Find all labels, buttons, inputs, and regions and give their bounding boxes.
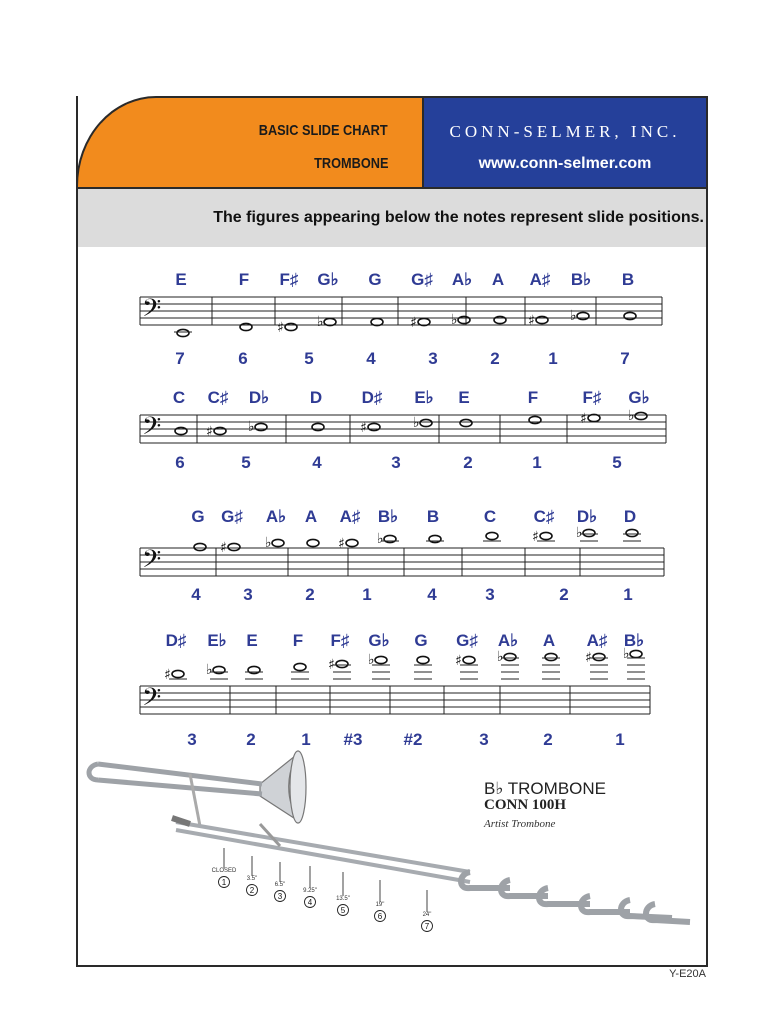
note-name: A♭ <box>451 270 473 289</box>
note-name: A♯ <box>586 631 608 650</box>
note-name: E <box>246 631 258 650</box>
bell-crook <box>89 764 98 780</box>
slide-position-number: #2 <box>403 730 423 749</box>
sharp-sign: ♯ <box>338 536 345 552</box>
flat-sign: ♭ <box>368 652 375 668</box>
note-name: C♯ <box>207 388 229 407</box>
note-name: G <box>368 270 382 289</box>
sharp-sign: ♯ <box>585 650 592 666</box>
slide-distance-label: 13.5" <box>336 896 350 902</box>
sharp-sign: ♯ <box>455 653 462 669</box>
slide-number: 2 <box>249 886 255 895</box>
note-name: D <box>623 507 637 526</box>
slide-position-number: 5 <box>304 349 314 368</box>
bell-brace <box>190 774 200 826</box>
note-name: D <box>309 388 323 407</box>
note-name: B♭ <box>570 270 592 289</box>
sharp-sign: ♯ <box>277 320 284 336</box>
slide-position-number: 6 <box>238 349 248 368</box>
flat-sign: ♭ <box>317 314 324 330</box>
bell-section-tube <box>98 764 262 794</box>
instrument-name: B♭ TROMBONE <box>484 779 606 798</box>
note-name: E <box>458 388 470 407</box>
slide-number: 4 <box>307 898 313 907</box>
sharp-sign: ♯ <box>410 315 417 331</box>
sharp-sign: ♯ <box>360 420 367 436</box>
slide-position-number: 4 <box>427 585 437 604</box>
slide-position-number: 2 <box>559 585 569 604</box>
slide-distance-label: 6.5" <box>274 882 286 888</box>
note-name: B <box>426 507 440 526</box>
slide-position-number: 5 <box>612 453 622 472</box>
flat-sign: ♭ <box>206 662 213 678</box>
instrument-type: Artist Trombone <box>484 818 556 830</box>
bass-clef: 𝄢 <box>142 294 162 329</box>
slide-number: 7 <box>424 922 430 931</box>
slide-position-number: 2 <box>463 453 473 472</box>
slide-position-number: 1 <box>623 585 633 604</box>
note-name: E♭ <box>414 388 434 407</box>
slide-number: 3 <box>277 892 283 901</box>
slide-position-number: 1 <box>548 349 558 368</box>
note-name: A♯ <box>339 507 361 526</box>
document-code: Y-E20A <box>669 968 706 980</box>
flat-sign: ♭ <box>623 646 630 662</box>
slide-distance-label: CLOSED <box>211 868 237 874</box>
flat-sign: ♭ <box>628 408 635 424</box>
note-name: G♭ <box>628 388 650 407</box>
slide-position-number: 5 <box>241 453 251 472</box>
flat-sign: ♭ <box>497 649 504 665</box>
slide-position-number: 1 <box>615 730 625 749</box>
slide-position-number: 3 <box>479 730 489 749</box>
sharp-sign: ♯ <box>532 529 539 545</box>
slide-number: 1 <box>221 878 227 887</box>
sharp-sign: ♯ <box>580 411 587 427</box>
note-name: D♭ <box>576 507 598 526</box>
note-name: B♭ <box>377 507 399 526</box>
note-name: F♯ <box>330 631 350 650</box>
note-name: G♭ <box>317 270 339 289</box>
note-name: D♯ <box>361 388 383 407</box>
slide-position-number: 3 <box>187 730 197 749</box>
slide-distance-label: 3.5" <box>246 876 258 882</box>
flat-sign: ♭ <box>265 535 272 551</box>
note-name: B <box>621 270 635 289</box>
note-name: A♭ <box>265 507 287 526</box>
slide-position-number: 1 <box>301 730 311 749</box>
slide-position-number: 2 <box>246 730 256 749</box>
company-name: CONN-SELMER, INC. <box>449 122 681 141</box>
note-name: F <box>292 631 304 650</box>
slide-position-number: 2 <box>490 349 500 368</box>
mouthpiece <box>172 818 190 824</box>
note-name: G♯ <box>221 507 243 526</box>
note-name: C <box>172 388 186 407</box>
slide-position-number: 3 <box>428 349 438 368</box>
flat-sign: ♭ <box>576 525 583 541</box>
slide-position-number: #3 <box>343 730 363 749</box>
instruction-text: The figures appearing below the notes represent slide positions. <box>213 209 704 226</box>
slide-position-number: 4 <box>191 585 201 604</box>
slide-position-number: 7 <box>175 349 185 368</box>
slide-number: 5 <box>340 906 346 915</box>
sharp-sign: ♯ <box>164 667 171 683</box>
sharp-sign: ♯ <box>206 424 213 440</box>
note-name: E♭ <box>207 631 227 650</box>
chart-title: BASIC SLIDE CHART <box>259 122 388 139</box>
note-name: D♭ <box>248 388 270 407</box>
company-url[interactable]: www.conn-selmer.com <box>478 155 652 172</box>
note-name: G♯ <box>411 270 433 289</box>
note-name: G♯ <box>456 631 478 650</box>
slide-position-number: 3 <box>485 585 495 604</box>
slide-position-number: 3 <box>391 453 401 472</box>
slide-position-number: 6 <box>175 453 185 472</box>
flat-sign: ♭ <box>451 312 458 328</box>
note-name: F <box>238 270 250 289</box>
slide-position-number: 7 <box>620 349 630 368</box>
sharp-sign: ♯ <box>328 657 335 673</box>
flat-sign: ♭ <box>377 531 384 547</box>
slide-position-number: 3 <box>243 585 253 604</box>
flat-sign: ♭ <box>248 419 255 435</box>
note-name: F♯ <box>279 270 299 289</box>
note-name: D♯ <box>165 631 187 650</box>
flat-sign: ♭ <box>570 308 577 324</box>
instrument-title: TROMBONE <box>313 155 388 172</box>
bass-clef: 𝄢 <box>142 412 162 447</box>
slide-position-number: 4 <box>366 349 376 368</box>
note-name: G <box>191 507 205 526</box>
note-name: A <box>542 631 556 650</box>
slide-number: 6 <box>377 912 383 921</box>
flat-sign: ♭ <box>413 415 420 431</box>
slide-position-number: 2 <box>543 730 553 749</box>
slide-position-number: 1 <box>532 453 542 472</box>
note-name: F♯ <box>582 388 602 407</box>
slide-distance-label: 9.25" <box>303 888 317 894</box>
note-name: A♯ <box>529 270 551 289</box>
sharp-sign: ♯ <box>528 313 535 329</box>
note-name: C <box>483 507 497 526</box>
note-name: A <box>304 507 318 526</box>
slide-position-number: 4 <box>312 453 322 472</box>
trombone-bell-rim <box>290 751 306 823</box>
note-name: B♭ <box>623 631 645 650</box>
note-name: G <box>414 631 428 650</box>
slide-distance-label: 24" <box>422 912 432 918</box>
bass-clef: 𝄢 <box>142 683 162 718</box>
slide-position-number: 1 <box>362 585 372 604</box>
note-name: C♯ <box>533 507 555 526</box>
note-name: G♭ <box>368 631 390 650</box>
slide-distance-label: 19" <box>375 902 385 908</box>
slide-position-number: 2 <box>305 585 315 604</box>
note-name: A♭ <box>497 631 519 650</box>
note-name: E <box>175 270 187 289</box>
instrument-model: CONN 100H <box>484 797 567 813</box>
bass-clef: 𝄢 <box>142 545 162 580</box>
note-name: A <box>491 270 505 289</box>
slide-position-ghosts <box>461 872 690 922</box>
sharp-sign: ♯ <box>220 540 227 556</box>
note-name: F <box>527 388 539 407</box>
